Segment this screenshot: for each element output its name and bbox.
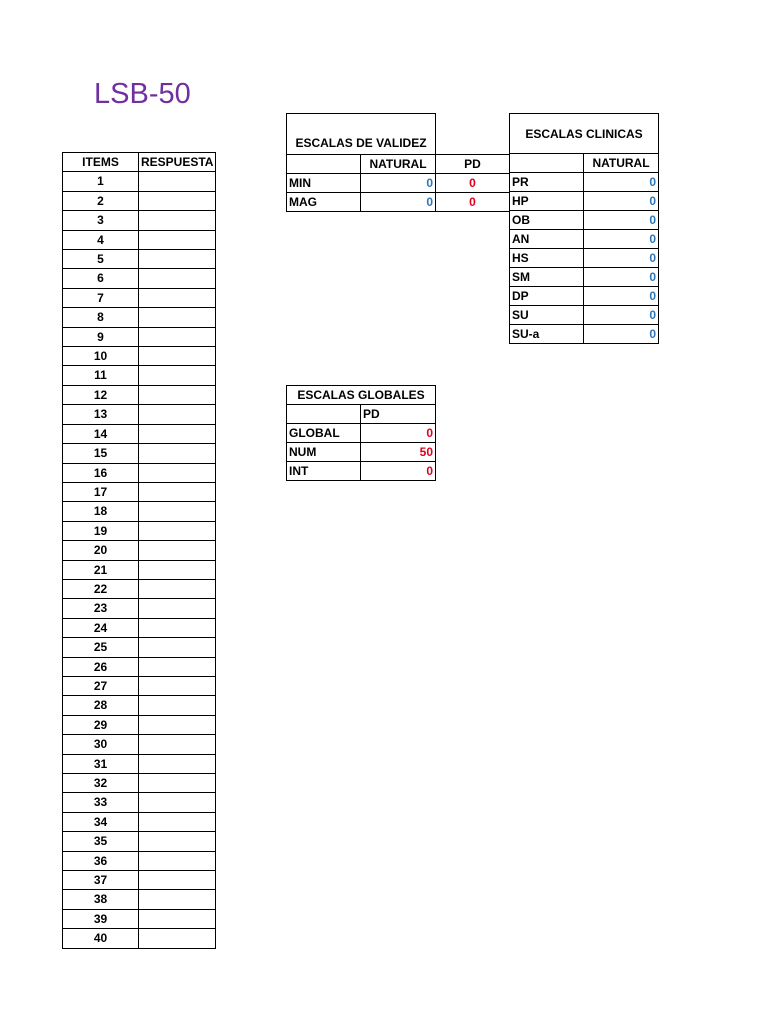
clinicas-row-label: DP: [510, 287, 584, 306]
item-number: 26: [63, 657, 139, 676]
item-number: 25: [63, 638, 139, 657]
item-row: [63, 793, 216, 812]
item-row: [63, 230, 216, 249]
globales-label-header: [287, 405, 361, 424]
clinicas-row: [510, 230, 659, 249]
item-row: [63, 735, 216, 754]
clinicas-label-header: [510, 154, 584, 173]
item-number: 19: [63, 521, 139, 540]
respuesta-cell[interactable]: [139, 657, 216, 676]
item-number: 23: [63, 599, 139, 618]
item-number: 17: [63, 482, 139, 501]
respuesta-cell[interactable]: [139, 463, 216, 482]
validez-title-spacer: [436, 114, 510, 155]
respuesta-cell[interactable]: [139, 211, 216, 230]
globales-row-label: NUM: [287, 443, 361, 462]
item-row: [63, 929, 216, 948]
respuesta-cell[interactable]: [139, 832, 216, 851]
clinicas-row-label: HP: [510, 192, 584, 211]
item-number: 16: [63, 463, 139, 482]
item-row: [63, 871, 216, 890]
clinicas-natural-value[interactable]: 0: [584, 192, 659, 211]
item-row: [63, 269, 216, 288]
respuesta-cell[interactable]: [139, 638, 216, 657]
item-row: [63, 211, 216, 230]
globales-header-row: [287, 405, 436, 424]
clinicas-table: [509, 113, 659, 344]
item-number: 34: [63, 812, 139, 831]
item-number: 37: [63, 871, 139, 890]
item-row: [63, 657, 216, 676]
item-number: 6: [63, 269, 139, 288]
item-row: [63, 909, 216, 928]
respuesta-cell[interactable]: [139, 269, 216, 288]
item-row: [63, 541, 216, 560]
respuesta-cell[interactable]: [139, 715, 216, 734]
item-number: 33: [63, 793, 139, 812]
item-row: [63, 288, 216, 307]
item-number: 9: [63, 327, 139, 346]
clinicas-row: [510, 173, 659, 192]
item-number: 3: [63, 211, 139, 230]
item-number: 8: [63, 308, 139, 327]
item-number: 18: [63, 502, 139, 521]
clinicas-natural-value[interactable]: 0: [584, 211, 659, 230]
respuesta-cell[interactable]: [139, 774, 216, 793]
respuesta-cell[interactable]: [139, 851, 216, 870]
item-number: 39: [63, 909, 139, 928]
respuesta-cell[interactable]: [139, 347, 216, 366]
clinicas-natural-value[interactable]: 0: [584, 268, 659, 287]
validez-row-label: MIN: [287, 174, 361, 193]
item-row: [63, 347, 216, 366]
item-number: 12: [63, 385, 139, 404]
globales-row: [287, 424, 436, 443]
respuesta-column-header: RESPUESTA: [139, 153, 216, 172]
clinicas-row-label: SM: [510, 268, 584, 287]
item-row: [63, 696, 216, 715]
clinicas-row-label: PR: [510, 173, 584, 192]
clinicas-natural-value[interactable]: 0: [584, 325, 659, 344]
clinicas-row-label: HS: [510, 249, 584, 268]
validez-header-row: [287, 155, 510, 174]
respuesta-cell[interactable]: [139, 793, 216, 812]
item-row: [63, 832, 216, 851]
clinicas-row: [510, 325, 659, 344]
item-row: [63, 327, 216, 346]
item-number: 30: [63, 735, 139, 754]
items-table: [62, 152, 216, 949]
respuesta-cell[interactable]: [139, 424, 216, 443]
items-header-row: [63, 153, 216, 172]
globales-title: ESCALAS GLOBALES: [287, 386, 436, 405]
clinicas-row-label: AN: [510, 230, 584, 249]
page-title: LSB-50: [94, 78, 191, 110]
respuesta-cell[interactable]: [139, 230, 216, 249]
clinicas-title-row: [510, 114, 659, 154]
respuesta-cell[interactable]: [139, 482, 216, 501]
item-row: [63, 774, 216, 793]
clinicas-row: [510, 211, 659, 230]
item-number: 32: [63, 774, 139, 793]
item-number: 14: [63, 424, 139, 443]
item-row: [63, 482, 216, 501]
item-number: 7: [63, 288, 139, 307]
respuesta-cell[interactable]: [139, 735, 216, 754]
validez-table: [286, 113, 510, 212]
item-number: 24: [63, 618, 139, 637]
respuesta-cell[interactable]: [139, 385, 216, 404]
respuesta-cell[interactable]: [139, 676, 216, 695]
validez-title-row: [287, 114, 510, 155]
respuesta-cell[interactable]: [139, 327, 216, 346]
clinicas-row: [510, 249, 659, 268]
item-row: [63, 191, 216, 210]
globales-title-row: [287, 386, 436, 405]
globales-pd-value[interactable]: 50: [361, 443, 436, 462]
item-row: [63, 308, 216, 327]
respuesta-cell[interactable]: [139, 560, 216, 579]
clinicas-natural-value[interactable]: 0: [584, 287, 659, 306]
respuesta-cell[interactable]: [139, 521, 216, 540]
item-number: 13: [63, 405, 139, 424]
globales-row-label: GLOBAL: [287, 424, 361, 443]
item-number: 29: [63, 715, 139, 734]
item-number: 21: [63, 560, 139, 579]
respuesta-cell[interactable]: [139, 929, 216, 948]
globales-pd-value[interactable]: 0: [361, 462, 436, 481]
item-number: 35: [63, 832, 139, 851]
clinicas-row-label: SU: [510, 306, 584, 325]
validez-natural-value[interactable]: 0: [361, 174, 436, 193]
item-row: [63, 599, 216, 618]
respuesta-cell[interactable]: [139, 288, 216, 307]
clinicas-natural-value[interactable]: 0: [584, 249, 659, 268]
item-row: [63, 715, 216, 734]
clinicas-row: [510, 306, 659, 325]
item-number: 38: [63, 890, 139, 909]
clinicas-row-label: SU-a: [510, 325, 584, 344]
item-row: [63, 754, 216, 773]
clinicas-natural-value[interactable]: 0: [584, 230, 659, 249]
item-row: [63, 424, 216, 443]
item-row: [63, 385, 216, 404]
respuesta-cell[interactable]: [139, 308, 216, 327]
clinicas-natural-value[interactable]: 0: [584, 173, 659, 192]
item-row: [63, 366, 216, 385]
respuesta-cell[interactable]: [139, 172, 216, 191]
item-number: 28: [63, 696, 139, 715]
respuesta-cell[interactable]: [139, 366, 216, 385]
respuesta-cell[interactable]: [139, 579, 216, 598]
validez-pd-value[interactable]: 0: [436, 174, 510, 193]
respuesta-cell[interactable]: [139, 541, 216, 560]
respuesta-cell[interactable]: [139, 754, 216, 773]
item-number: 31: [63, 754, 139, 773]
item-row: [63, 676, 216, 695]
validez-label-header: [287, 155, 361, 174]
globales-table: [286, 385, 436, 481]
item-number: 36: [63, 851, 139, 870]
item-number: 2: [63, 191, 139, 210]
respuesta-cell[interactable]: [139, 890, 216, 909]
validez-natural-header: NATURAL: [361, 155, 436, 174]
respuesta-cell[interactable]: [139, 909, 216, 928]
respuesta-cell[interactable]: [139, 871, 216, 890]
item-row: [63, 812, 216, 831]
item-row: [63, 890, 216, 909]
clinicas-header-row: [510, 154, 659, 173]
items-column-header: ITEMS: [63, 153, 139, 172]
respuesta-cell[interactable]: [139, 812, 216, 831]
clinicas-row-label: OB: [510, 211, 584, 230]
item-number: 5: [63, 250, 139, 269]
respuesta-cell[interactable]: [139, 405, 216, 424]
respuesta-cell[interactable]: [139, 618, 216, 637]
clinicas-row: [510, 287, 659, 306]
item-row: [63, 851, 216, 870]
item-row: [63, 172, 216, 191]
globales-pd-header: PD: [361, 405, 436, 424]
item-number: 15: [63, 444, 139, 463]
globales-row: [287, 462, 436, 481]
item-number: 4: [63, 230, 139, 249]
item-row: [63, 638, 216, 657]
item-row: [63, 444, 216, 463]
globales-row: [287, 443, 436, 462]
respuesta-cell[interactable]: [139, 502, 216, 521]
item-row: [63, 618, 216, 637]
respuesta-cell[interactable]: [139, 696, 216, 715]
globales-row-label: INT: [287, 462, 361, 481]
item-number: 11: [63, 366, 139, 385]
item-number: 10: [63, 347, 139, 366]
globales-pd-value[interactable]: 0: [361, 424, 436, 443]
item-row: [63, 463, 216, 482]
validez-row: [287, 193, 510, 212]
validez-row: [287, 174, 510, 193]
validez-title: ESCALAS DE VALIDEZ: [287, 114, 436, 155]
item-number: 1: [63, 172, 139, 191]
item-row: [63, 405, 216, 424]
validez-natural-value[interactable]: 0: [361, 193, 436, 212]
respuesta-cell[interactable]: [139, 250, 216, 269]
item-number: 40: [63, 929, 139, 948]
respuesta-cell[interactable]: [139, 191, 216, 210]
validez-pd-header: PD: [436, 155, 510, 174]
respuesta-cell[interactable]: [139, 599, 216, 618]
item-number: 20: [63, 541, 139, 560]
clinicas-title: ESCALAS CLINICAS: [510, 114, 659, 154]
item-row: [63, 502, 216, 521]
item-row: [63, 250, 216, 269]
clinicas-row: [510, 192, 659, 211]
item-row: [63, 560, 216, 579]
validez-pd-value[interactable]: 0: [436, 193, 510, 212]
respuesta-cell[interactable]: [139, 444, 216, 463]
clinicas-natural-header: NATURAL: [584, 154, 659, 173]
validez-row-label: MAG: [287, 193, 361, 212]
item-row: [63, 579, 216, 598]
item-number: 22: [63, 579, 139, 598]
item-number: 27: [63, 676, 139, 695]
clinicas-row: [510, 268, 659, 287]
item-row: [63, 521, 216, 540]
clinicas-natural-value[interactable]: 0: [584, 306, 659, 325]
